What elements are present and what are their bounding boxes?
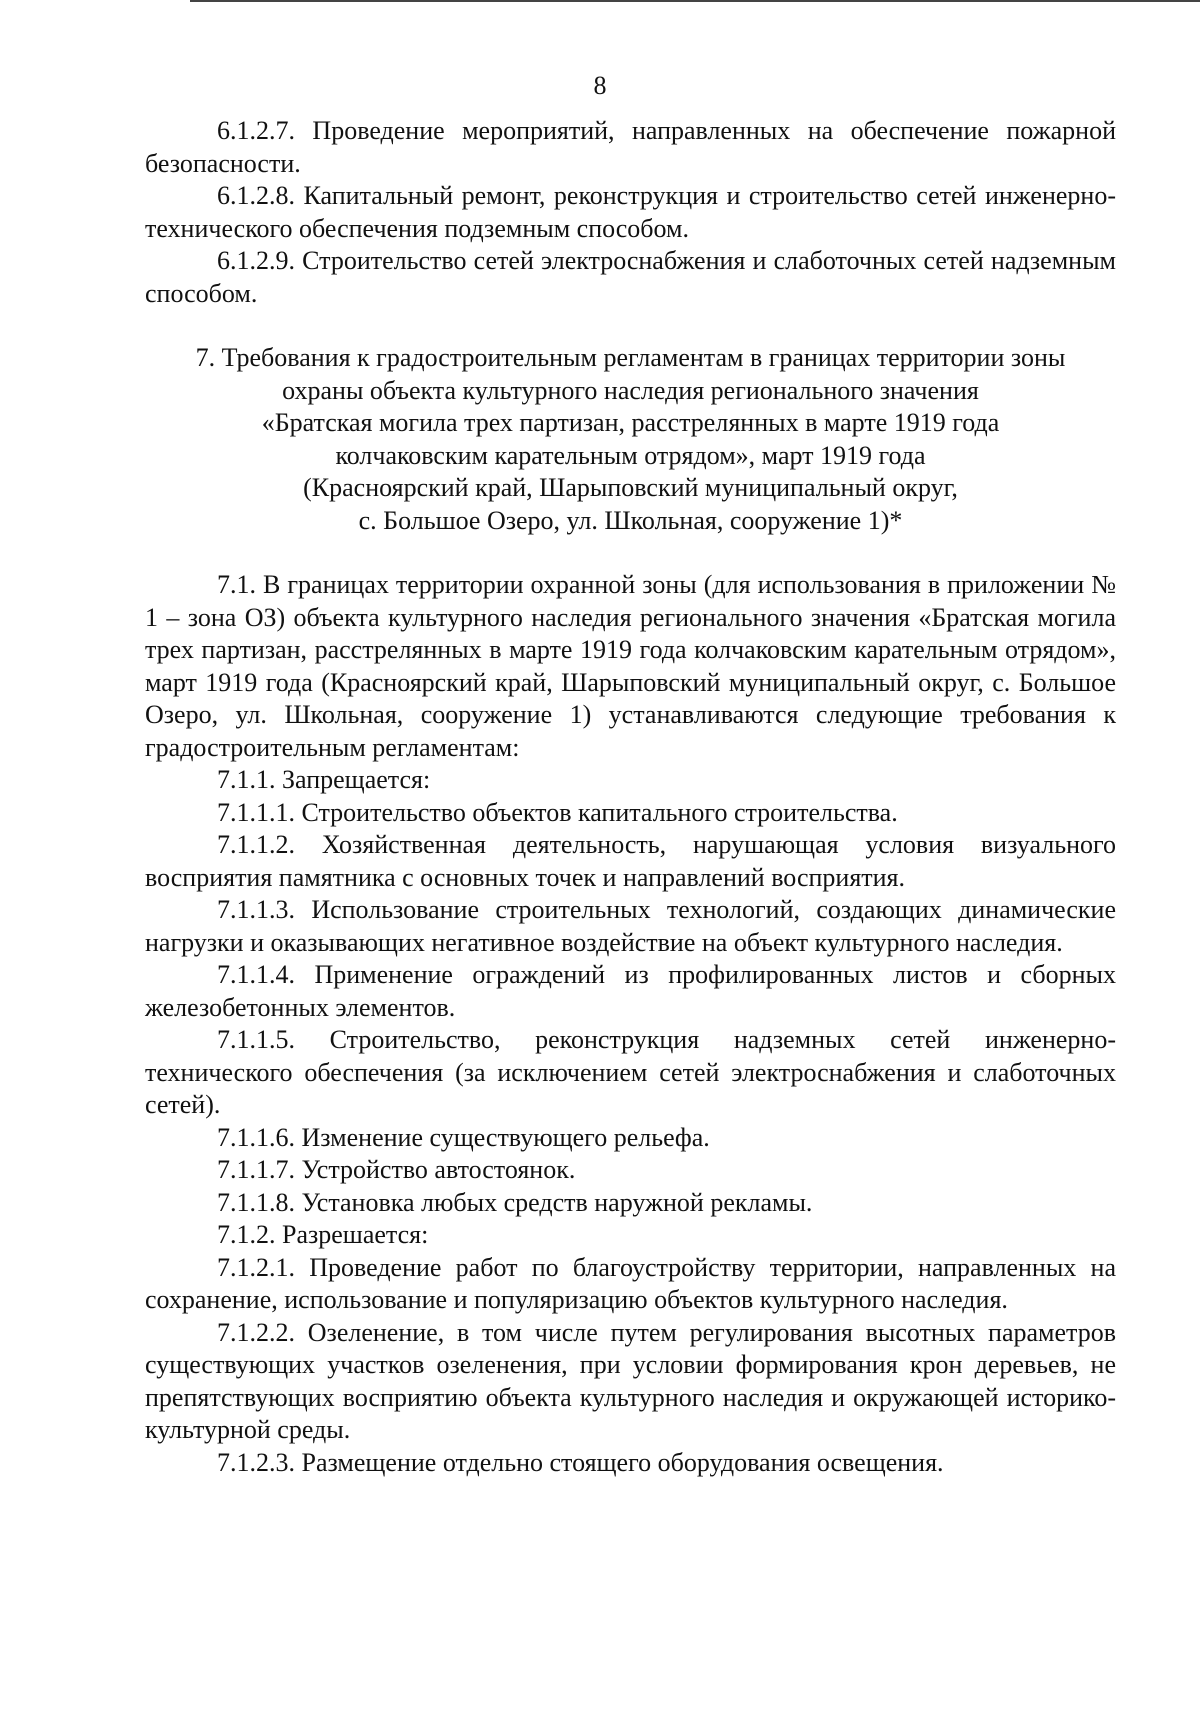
paragraph-7-1-1-2: 7.1.1.2. Хозяйственная деятельность, нарушающая условия визуального восприятия памятника с основных точек и направлений восприятия.	[145, 830, 1116, 892]
paragraph-7-1-2-1: 7.1.2.1. Проведение работ по благоустройству территории, направленных на сохранение, использование и популяризацию объектов культурного наследия.	[145, 1252, 1116, 1314]
spacer	[145, 537, 1116, 569]
top-border-line	[190, 0, 1200, 2]
paragraph-7-1-1-6: 7.1.1.6. Изменение существующего рельефа.	[217, 1122, 710, 1152]
paragraph-7-1: 7.1. В границах территории охранной зоны (для использования в приложении № 1 – зона ОЗ) объекта культурного наследия регионального значения «Братская могила трех партизан, расстрелянных в марте 1919 года колчаковским карательным отрядом», март 1919 года (Красноярский край, Шарыповский муниципальный округ, с. Большое Озеро, ул. Школьная, сооружение 1) устанавливаются следующие требования к градостроительным регламентам:	[145, 570, 1116, 762]
section-7-heading	[145, 342, 1116, 537]
heading-line: колчаковским карательным отрядом», март 1919 года	[335, 440, 926, 470]
heading-line: с. Большое Озеро, ул. Школьная, сооружение 1)*	[358, 505, 903, 535]
paragraph-7-1-2: 7.1.2. Разрешается:	[217, 1220, 429, 1249]
paragraph-7-1-1-1: 7.1.1.1. Строительство объектов капитального строительства.	[217, 797, 898, 827]
paragraph-7-1-1-5: 7.1.1.5. Строительство, реконструкция надземных сетей инженерно-технического обеспечения (за исключением сетей электроснабжения и слаботочных сетей).	[145, 1025, 1116, 1119]
heading-line: (Красноярский край, Шарыповский муниципальный округ,	[303, 473, 958, 502]
paragraph-7-1-2-3: 7.1.2.3. Размещение отдельно стоящего оборудования освещения.	[217, 1447, 944, 1477]
paragraph-6-1-2-7: 6.1.2.7. Проведение мероприятий, направленных на обеспечение пожарной безопасности.	[145, 116, 1116, 178]
paragraph-7-1-1-8: 7.1.1.8. Установка любых средств наружной рекламы.	[217, 1187, 813, 1217]
paragraph-7-1-1-3: 7.1.1.3. Использование строительных технологий, создающих динамические нагрузки и оказывающих негативное воздействие на объект культурного наследия.	[145, 895, 1116, 957]
page-number: 8	[593, 71, 607, 100]
spacer	[145, 310, 1116, 342]
document-body	[145, 115, 1116, 1479]
paragraph-7-1-2-2: 7.1.2.2. Озеленение, в том числе путем регулирования высотных параметров существующих участков озеленения, при условии формирования крон деревьев, не препятствующих восприятию объекта культурного наследия и окружающей историко-культурной среды.	[145, 1317, 1116, 1444]
paragraph-7-1-1-4: 7.1.1.4. Применение ограждений из профилированных листов и сборных железобетонных элементов.	[145, 960, 1116, 1022]
paragraph-6-1-2-8: 6.1.2.8. Капитальный ремонт, реконструкция и строительство сетей инженерно-технического обеспечения подземным способом.	[145, 181, 1116, 243]
paragraph-6-1-2-9: 6.1.2.9. Строительство сетей электроснабжения и слаботочных сетей надземным способом.	[145, 246, 1116, 308]
paragraph-7-1-1: 7.1.1. Запрещается:	[217, 765, 431, 794]
heading-line: «Братская могила трех партизан, расстрелянных в марте 1919 года	[261, 408, 1000, 437]
heading-line: охраны объекта культурного наследия регионального значения	[282, 375, 979, 405]
heading-line: 7. Требования к градостроительным регламентам в границах территории зоны	[195, 343, 1066, 372]
paragraph-7-1-1-7: 7.1.1.7. Устройство автостоянок.	[217, 1155, 576, 1184]
